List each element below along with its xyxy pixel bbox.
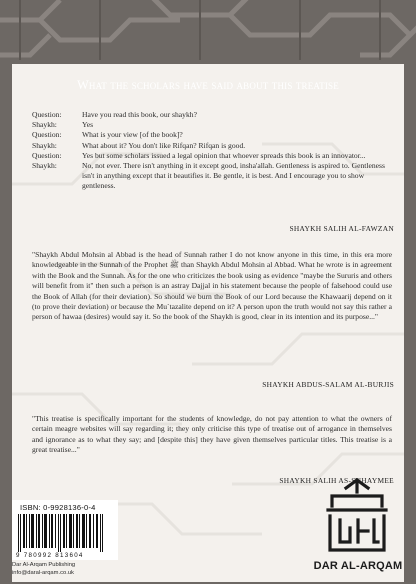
dialogue-text: No, not ever. There isn't anything in it except good, insha'allah. Gentleness is aspired to. Gentleness isn't in anything except that it beautifies it. Be gentle, it is best. And I encourage you to show gentleness. [82, 161, 385, 191]
dar-al-arqam-logo-icon [320, 476, 394, 556]
attribution-burjis: SHAYKH ABDUS-SALAM AL-BURJIS [262, 380, 394, 389]
dialogue-row [32, 110, 392, 120]
logo-text: DAR AL-ARQAM [313, 560, 403, 572]
dialogue-row [32, 151, 392, 161]
publisher-email: info@daral-arqam.co.uk [12, 569, 74, 576]
speaker-label: Shaykh: [32, 161, 57, 171]
dialogue-row [32, 161, 392, 192]
publisher-name: Dar Al-Arqam Publishing [12, 562, 76, 568]
dialogue-text: What is your view [of the book]? [82, 130, 183, 140]
barcode [16, 514, 106, 552]
dialogue-row [32, 130, 392, 140]
speaker-label: Question: [32, 150, 62, 160]
attribution-fawzan: SHAYKH SALIH AL-FAWZAN [289, 224, 394, 233]
speaker-label: Shaykh: [32, 120, 57, 130]
dialogue-text: Yes but some scholars issued a legal opinion that whoever spreads this book is an innovator... [82, 150, 366, 160]
quote-suhaymee: "This treatise is specifically important for the students of knowledge, do not pay attention to what the owners of certain meagre websites will say regarding it; they only criticise this type of treatise out of arrogance in themselves and ignorance as to what they say; and [despite this] they have given themselves particular titles. This treatise is a great treatise..." [32, 414, 392, 455]
quote-burjis: "Shaykh Abdul Mohsin al Abbad is the head of Sunnah rather I do not know anyone in this time, in this era more knowledgeable in the Sunnah of the Prophet ﷺ than Shaykh Abdul Mohsin al Abbad. What he wrote is in agreement with the Book and the Sunnah. As for the one who criticizes the book using as evidence "maybe the Sururis and others will benefit from it" then such a person is an astray Dajjal in his statement because the people of falsehood could use the Book of Allah (for their deviation). So should we burn the Book of our Lord because the Khawaarij depend on it (to prove their deviation) or because the Mu`tazalite depend on it? A person upon the truth would not say this rather a person of hawaa (desires) would say it. So the book of the Shaykh is good, clear in its intention and its purpose..." [32, 250, 392, 322]
isbn-label: ISBN: 0-9928136-0-4 [20, 503, 96, 512]
publisher-info [12, 562, 75, 577]
dialogue-text: Have you read this book, our shaykh? [82, 110, 197, 119]
speaker-label: Shaykh: [32, 140, 57, 150]
dialogue-text: Yes [82, 120, 94, 130]
dialogue-row [32, 141, 392, 151]
dialogue [32, 110, 392, 192]
section-heading: What the scholars have said about this treatise [77, 78, 339, 92]
speaker-label: Question: [32, 130, 62, 140]
attribution-suhaymee: SHAYKH SALIH AS-SUHAYMEE [279, 476, 394, 485]
barcode-number: 9 780992 813604 [16, 552, 84, 559]
dialogue-row [32, 120, 392, 130]
dialogue-text: What about it? You don't like Rifqan? Rifqan is good. [82, 140, 246, 150]
speaker-label: Question: [32, 110, 62, 119]
